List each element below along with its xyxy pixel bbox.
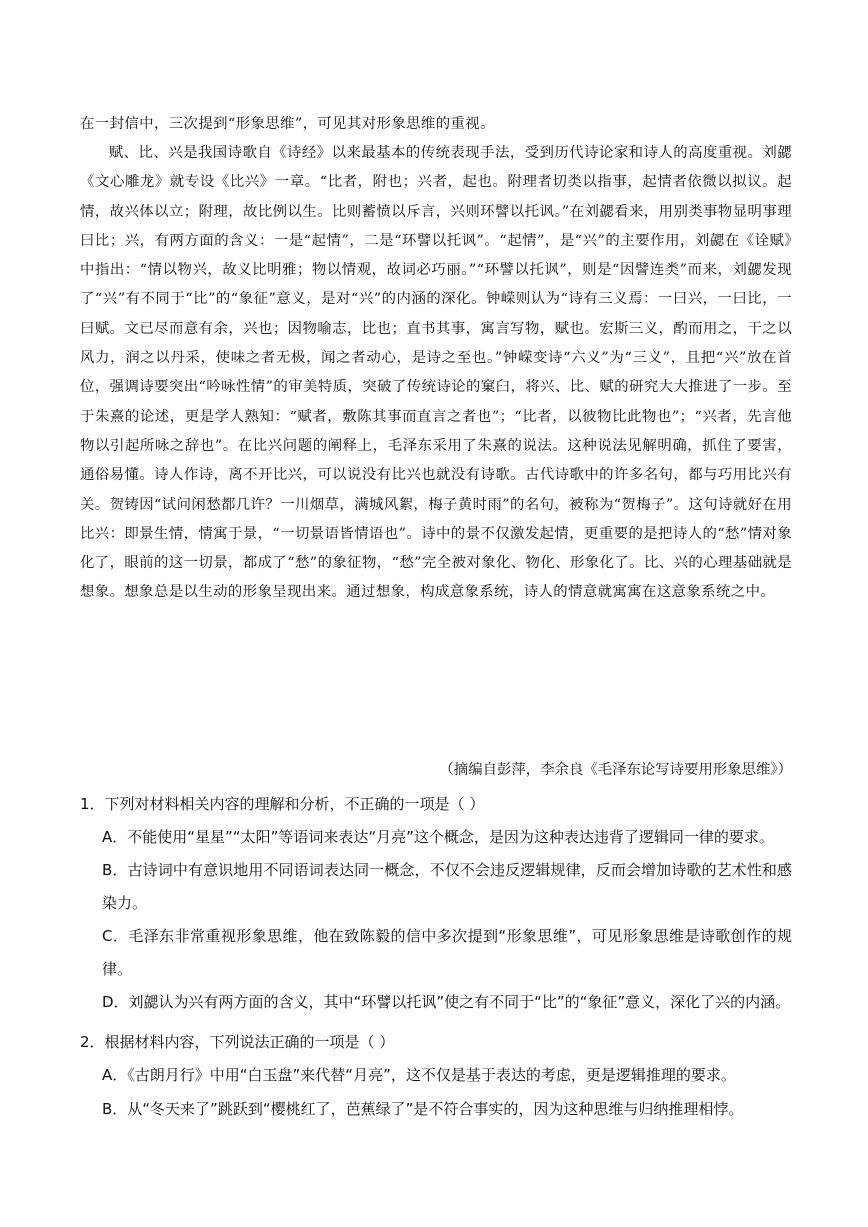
passage-paragraph-main: 赋、比、兴是我国诗歌自《诗经》以来最基本的传统表现手法，受到历代诗论家和诗人的高度重视。刘勰《文心雕龙》就专设《比兴》一章。“比者，附也；兴者，起也。附理者切类以指事，起情者依微以拟议。起情，故兴体以立；附理，故比例以生。比则蓄愤以斥言，兴则环譬以托讽。”在刘勰看来，用别类事物显明事理曰比；兴，有两方面的含义：一是“起情”，二是“环譬以托讽”。“起情”，是“兴”的主要作用，刘勰在《诠赋》中指出：“情以物兴，故义比明雅；物以情观，故词必巧丽。”“环譬以托讽”，则是“因譬连类”而来，刘勰发现了“兴”有不同于“比”的“象征”意义，是对“兴”的内涵的深化。钟嵘则认为“诗有三义焉：一曰兴，一曰比，一曰赋。文已尽而意有余，兴也；因物喻志，比也；直书其事，寓言写物，赋也。宏斯三义，酌而用之，干之以风力，润之以丹采，使味之者无极，闻之者动心，是诗之至也。”钟嵘变诗“六义”为“三义”，且把“兴”放在首位，强调诗要突出“吟咏性情”的审美特质，突破了传统诗论的窠臼，将兴、比、赋的研究大大推进了一步。至于朱熹的论述，更是学人熟知：“赋者，敷陈其事而直言之者也”；“比者，以彼物比此物也”；“兴者，先言他物以引起所咏之辞也”。在比兴问题的阐释上，毛泽东采用了朱熹的说法。这种说法见解明确，抓住了要害，通俗易懂。诗人作诗，离不开比兴，可以说没有比兴也就没有诗歌。古代诗歌中的许多名句，都与巧用比兴有关。贺铸因“试问闲愁都几许？一川烟草，满城风絮，梅子黄时雨”的名句，被称为“贺梅子”。这句诗就好在用比兴：即景生情，情寓于景，“一切景语皆情语也”。诗中的景不仅激发起情，更重要的是把诗人的“愁”情对象化了，眼前的这一切景，都成了“愁”的象征物，“愁”完全被对象化、物化、形象化了。比、兴的心理基础就是想象。想象总是以生动的形象呈现出来。通过想象，构成意象系统，诗人的情意就寓寓在这意象系统之中。 [80, 145, 792, 601]
passage-source-citation: （摘编自彭萍，李余良《毛泽东论写诗要用形象思维》） [439, 762, 792, 778]
question-1-option-a: A．不能使用“星星”“太阳”等语词来表达“月亮”这个概念，是因为这种表达违背了逻辑同一律的要求。 [102, 828, 774, 846]
question-2-stem: 2．根据材料内容，下列说法正确的一项是（ ） [80, 1033, 395, 1051]
question-1-option-d: D．刘勰认为兴有两方面的含义，其中“环譬以托讽”使之有不同于“比”的“象征”意义，深化了兴的内涵。 [102, 993, 791, 1011]
passage-paragraph-intro: 在一封信中，三次提到“形象思维”，可见其对形象思维的重视。 [80, 116, 495, 132]
question-1-option-b: B．古诗词中有意识地用不同语词表达同一概念，不仅不会违反逻辑规律，反而会增加诗歌的艺术性和感染力。 [102, 861, 792, 912]
question-2-option-b: B．从“冬天来了”跳跃到“樱桃红了，芭蕉绿了”是不符合事实的，因为这种思维与归纳推理相悖。 [102, 1100, 744, 1118]
question-1-stem: 1．下列对材料相关内容的理解和分析，不正确的一项是（ ） [80, 795, 485, 813]
question-2-option-a: A．《古朗月行》中用“白玉盘”来代替“月亮”，这不仅是基于表达的考虑，更是逻辑推理的要求。 [102, 1066, 736, 1084]
question-1-option-c: C．毛泽东非常重视形象思维，他在致陈毅的信中多次提到“形象思维”，可见形象思维是诗歌创作的规律。 [102, 927, 792, 978]
